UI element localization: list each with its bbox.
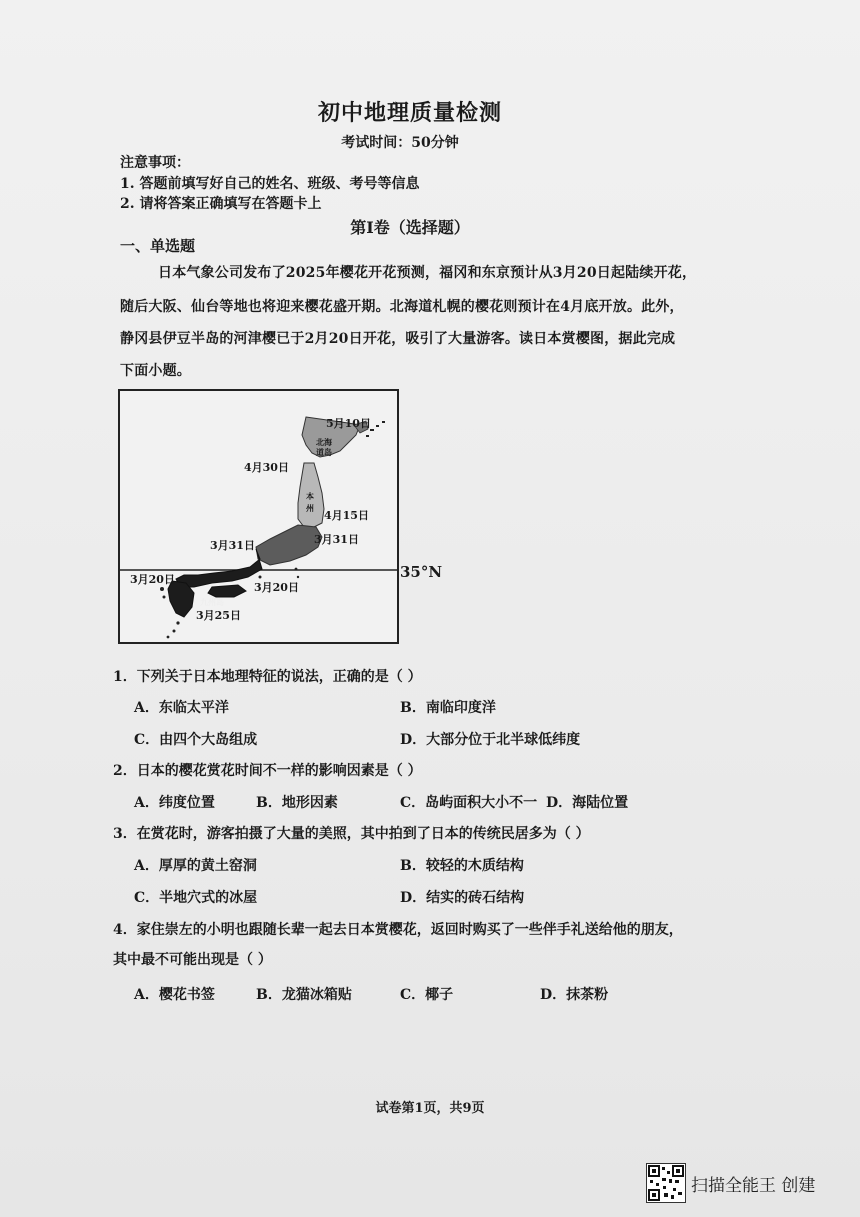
central-honshu-region xyxy=(256,525,322,565)
map-label-mar31-right: 3月31日 xyxy=(314,533,359,546)
q3-option-c[interactable]: C．半地穴式的冰屋 xyxy=(134,890,258,906)
passage-line: 随后大阪、仙台等地也将迎来樱花盛开期。北海道札幌的樱花则预计在4月底开放。此外， xyxy=(120,299,684,315)
q1-option-d[interactable]: D．大部分位于北半球低纬度 xyxy=(400,732,581,748)
page-footer: 试卷第1页，共9页 xyxy=(375,1101,485,1116)
map-label-kyushu: 九州岛 xyxy=(200,597,224,607)
q1-option-a[interactable]: A．东临太平洋 xyxy=(134,700,229,716)
map-label-mar20-left: 3月20日 xyxy=(130,573,175,586)
question-2: 2．日本的樱花赏花时间不一样的影响因素是（ ） xyxy=(113,763,422,779)
notice-item: 2. 请将答案正确填写在答题卡上 xyxy=(120,196,322,212)
map-label-mar25: 3月25日 xyxy=(196,609,241,622)
q2-option-b[interactable]: B．地形因素 xyxy=(256,795,338,811)
passage-line: 日本气象公司发布了2025年樱花开花预测，福冈和东京预计从3月20日起陆续开花， xyxy=(158,265,697,281)
page-title: 初中地理质量检测 xyxy=(317,100,502,126)
q1-option-b[interactable]: B．南临印度洋 xyxy=(400,700,496,716)
japan-cherry-blossom-map xyxy=(118,389,399,644)
q4-option-b[interactable]: B．龙猫冰箱贴 xyxy=(256,987,352,1003)
map-label-honshu: 州 xyxy=(306,503,314,513)
part-title: 一、单选题 xyxy=(120,237,196,255)
scanner-watermark: 扫描全能王 创建 xyxy=(691,1176,816,1196)
map-label-hokkaido: 道岛 xyxy=(316,447,332,457)
map-label-apr30: 4月30日 xyxy=(244,461,289,474)
q4-option-c[interactable]: C．椰子 xyxy=(400,987,454,1003)
question-1: 1．下列关于日本地理特征的说法，正确的是（ ） xyxy=(113,669,422,685)
question-3: 3．在赏花时，游客拍摄了大量的美照，其中拍到了日本的传统民居多为（ ） xyxy=(113,826,590,842)
map-label-apr15: 4月15日 xyxy=(324,509,369,522)
notice-heading: 注意事项： xyxy=(120,155,190,171)
map-label-honshu: 本 xyxy=(306,491,314,501)
q2-option-d[interactable]: D．海陆位置 xyxy=(546,795,629,811)
q2-option-a[interactable]: A．纬度位置 xyxy=(134,795,215,811)
map-label-may10: 5月10日 xyxy=(326,417,371,430)
map-label-mar20-mid: 3月20日 xyxy=(254,581,299,594)
question-4-continued: 其中最不可能出现是（ ） xyxy=(113,952,272,968)
q4-option-a[interactable]: A．樱花书签 xyxy=(134,987,215,1003)
q1-option-c[interactable]: C．由四个大岛组成 xyxy=(134,732,258,748)
southwest-japan-region xyxy=(176,549,262,587)
q2-option-c[interactable]: C．岛屿面积大小不一 xyxy=(400,795,538,811)
q4-option-d[interactable]: D．抹茶粉 xyxy=(540,987,609,1003)
exam-time: 考试时间：50分钟 xyxy=(341,135,459,151)
q3-option-b[interactable]: B．较轻的木质结构 xyxy=(400,858,524,874)
qr-code-icon xyxy=(646,1163,686,1203)
question-4: 4．家住崇左的小明也跟随长辈一起去日本赏樱花，返回时购买了一些伴手礼送给他的朋友， xyxy=(113,922,683,938)
passage-line: 下面小题。 xyxy=(120,363,191,379)
q3-option-d[interactable]: D．结实的砖石结构 xyxy=(400,890,525,906)
latitude-label: 35°N xyxy=(400,563,443,581)
map-label-mar31-left: 3月31日 xyxy=(210,539,255,552)
map-label-hokkaido: 北海 xyxy=(316,437,332,447)
passage-line: 静冈县伊豆半岛的河津樱已于2月20日开花，吸引了大量游客。读日本赏樱图，据此完成 xyxy=(120,331,676,347)
q3-option-a[interactable]: A．厚厚的黄土窑洞 xyxy=(134,858,257,874)
notice-item: 1. 答题前填写好自己的姓名、班级、考号等信息 xyxy=(120,176,420,192)
shikoku-island xyxy=(208,585,246,597)
section-title: 第I卷（选择题） xyxy=(350,218,470,237)
